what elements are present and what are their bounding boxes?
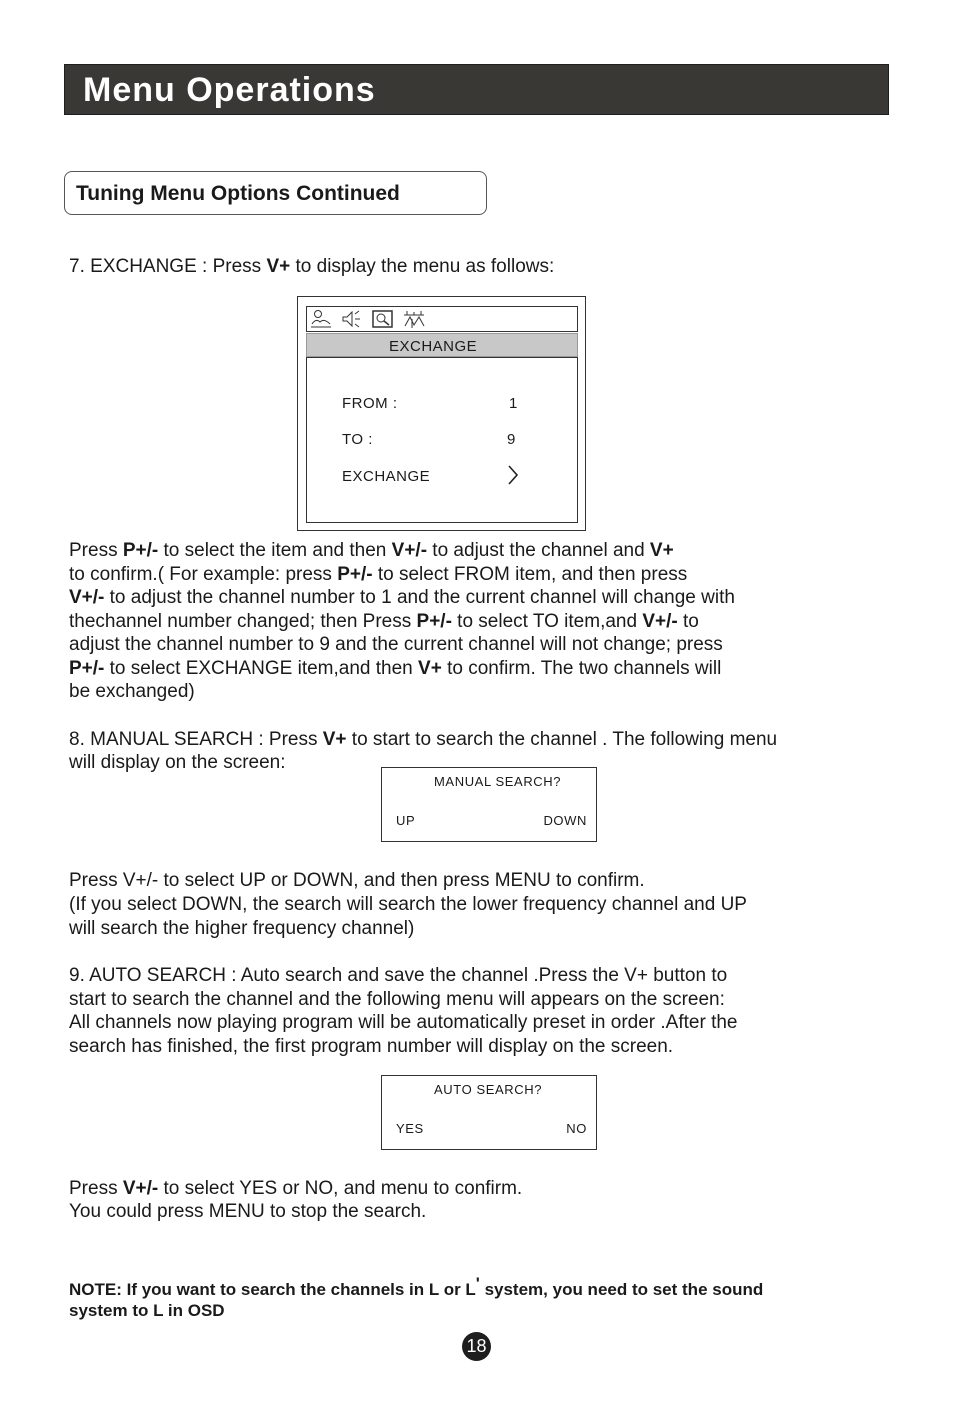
exchange-paragraph-line-2: to confirm.( For example: press P+/- to select FROM item, and then press [69,563,688,585]
section-title-box [64,171,487,215]
note-line-2: system to L in OSD [69,1301,225,1320]
osd-exchange-label[interactable]: EXCHANGE [342,468,431,485]
auto-search-after-line-2: You could press MENU to stop the search. [69,1201,427,1222]
osd-to-label[interactable]: TO : [342,431,373,448]
up-option[interactable]: UP [396,813,416,828]
picture-icon [310,309,332,329]
auto-search-line-1: 9. AUTO SEARCH : Auto search and save the channel .Press the V+ button to [69,965,728,986]
yes-option[interactable]: YES [396,1121,424,1136]
osd-header [306,333,578,357]
auto-search-after-line-1: Press V+/- to select YES or NO, and menu to confirm. [69,1178,523,1199]
no-option[interactable]: NO [566,1121,587,1136]
sound-icon [341,309,363,329]
manual-search-dialog [381,767,597,842]
exchange-paragraph-line-3: V+/- to adjust the channel number to 1 and the current channel will change with [69,587,735,608]
tuning-icon [402,309,428,329]
exchange-paragraph-line-5: adjust the channel number to 9 and the current channel will not change; press [69,634,723,655]
osd-from-label[interactable]: FROM : [342,395,398,412]
auto-search-line-3: All channels now playing program will be automatically preset in order .After the [69,1012,738,1033]
function-icon [371,309,395,329]
manual-search-after-line-2: (If you select DOWN, the search will search the lower frequency channel and UP [69,894,747,915]
header-banner [64,64,889,115]
exchange-paragraph-line-4: thechannel number changed; then Press P+/- to select TO item,and V+/- to [69,610,699,632]
osd-from-value: 1 [509,395,518,412]
osd-header-label: EXCHANGE [389,338,478,355]
manual-search-dialog-title: MANUAL SEARCH? [434,774,562,789]
osd-body [306,357,578,523]
osd-to-value: 9 [507,431,516,448]
manual-search-after-line-1: Press V+/- to select UP or DOWN, and then press MENU to confirm. [69,870,645,891]
auto-search-line-4: search has finished, the first program number will display on the screen. [69,1036,674,1057]
auto-search-dialog [381,1075,597,1150]
exchange-osd-panel [297,296,586,531]
manual-search-line-1: 8. MANUAL SEARCH : Press V+ to start to search the channel . The following menu [69,729,778,750]
note-line-1: NOTE: If you want to search the channels in L or L' system, you need to set the sound [69,1274,764,1299]
auto-search-dialog-title: AUTO SEARCH? [434,1082,543,1097]
manual-search-after-line-3: will search the higher frequency channel) [69,918,415,939]
page-title: Menu Operations [83,71,376,109]
osd-icon-bar [306,306,578,332]
exchange-intro: 7. EXCHANGE : Press V+ to display the menu as follows: [69,256,555,277]
down-option[interactable]: DOWN [543,813,587,828]
exchange-paragraph-line-1: Press P+/- to select the item and then V+/- to adjust the channel and V+ [69,540,674,561]
auto-search-line-2: start to search the channel and the following menu will appears on the screen: [69,989,725,1010]
chevron-right-icon[interactable] [507,464,519,486]
exchange-paragraph-line-6: P+/- to select EXCHANGE item,and then V+ to confirm. The two channels will [69,657,722,679]
note-text [69,1274,764,1321]
exchange-paragraph-line-7: be exchanged) [69,681,195,702]
page-number: 18 [462,1332,491,1361]
section-title: Tuning Menu Options Continued [76,182,400,205]
manual-search-line-2: will display on the screen: [69,752,286,773]
